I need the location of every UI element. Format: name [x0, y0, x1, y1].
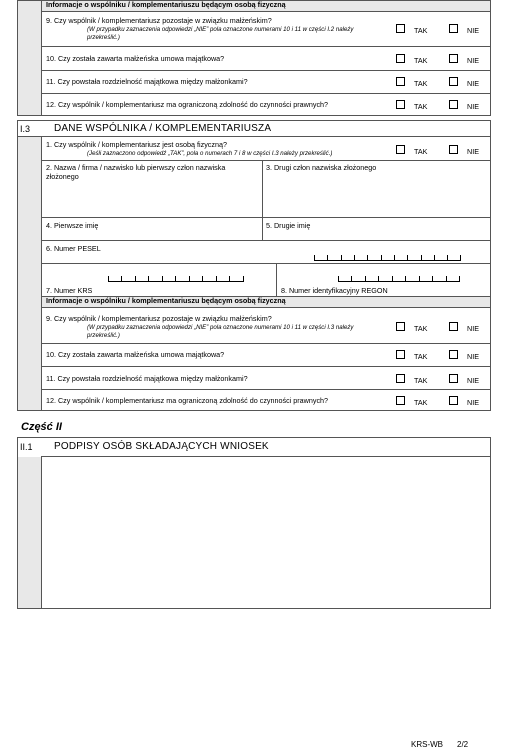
q12-b-no-checkbox[interactable]	[449, 396, 458, 405]
i3-field3-input[interactable]	[263, 173, 489, 216]
q9-b-no-label: NIE	[467, 324, 479, 333]
i3-field3-label: 3. Drugi człon nazwiska złożonego	[266, 163, 377, 172]
i3-field7-label: 7. Numer KRS	[46, 286, 93, 295]
block-b-header: Informacje o wspólniku / komplementariuszu będącym osobą fizyczną	[46, 296, 286, 305]
q11-a-no-checkbox[interactable]	[449, 77, 458, 86]
i3-q1: 1. Czy wspólnik / komplementariusz jest osobą fizyczną?	[46, 140, 227, 149]
i3-q1-no-label: NIE	[467, 147, 479, 156]
i3-field2-input[interactable]	[42, 182, 261, 216]
footer-form-code: KRS-WB	[411, 740, 443, 749]
left-margin-column-b	[17, 136, 41, 410]
q9-b-yes-checkbox[interactable]	[396, 322, 405, 331]
block-a-q9-note-2: przekreślić.)	[87, 34, 120, 41]
q12-b-no-label: NIE	[467, 398, 479, 407]
q9-b-yes-label: TAK	[414, 324, 428, 333]
section-ii1-title: PODPISY OSÓB SKŁADAJĄCYCH WNIOSEK	[54, 441, 269, 452]
block-a-q10: 10. Czy została zawarta małżeńska umowa majątkowa?	[46, 54, 225, 63]
block-a-q11: 11. Czy powstała rozdzielność majątkowa między małżonkami?	[46, 77, 248, 86]
q11-b-yes-checkbox[interactable]	[396, 374, 405, 383]
i3-field2-label-line1: 2. Nazwa / firma / nazwisko lub pierwszy człon nazwiska	[46, 163, 226, 172]
q12-a-no-label: NIE	[467, 102, 479, 111]
q12-b-yes-label: TAK	[414, 398, 428, 407]
block-a-q9: 9. Czy wspólnik / komplementariusz pozostaje w związku małżeńskim?	[46, 16, 272, 25]
q10-b-no-label: NIE	[467, 352, 479, 361]
section-i3-number: I.3	[20, 124, 31, 134]
q10-a-yes-label: TAK	[414, 56, 428, 65]
block-a-header: Informacje o wspólniku / komplementariuszu będącym osobą fizyczną	[46, 0, 286, 9]
i3-q1-note: (Jeśli zaznaczono odpowiedź „TAK”, pola o numerach 7 i 8 w części I.3 należy przekreślić.)	[87, 150, 333, 157]
q10-b-yes-checkbox[interactable]	[396, 350, 405, 359]
q12-a-yes-label: TAK	[414, 102, 428, 111]
block-b-q9-note-1: (W przypadku zaznaczenia odpowiedzi „NIE” pola oznaczone numerami 10 i 11 w części I.3 należy	[87, 324, 354, 331]
q9-a-no-checkbox[interactable]	[449, 24, 458, 33]
q10-a-no-label: NIE	[467, 56, 479, 65]
q11-b-yes-label: TAK	[414, 376, 428, 385]
section-ii1-number: II.1	[20, 442, 33, 452]
block-a-q12: 12. Czy wspólnik / komplementariusz ma ograniczoną zdolność do czynności prawnych?	[46, 100, 329, 109]
q11-a-yes-checkbox[interactable]	[396, 77, 405, 86]
q10-b-no-checkbox[interactable]	[449, 350, 458, 359]
q12-a-yes-checkbox[interactable]	[396, 100, 405, 109]
i3-field6-label: 6. Numer PESEL	[46, 244, 101, 253]
signatures-area[interactable]	[42, 457, 490, 607]
q12-a-no-checkbox[interactable]	[449, 100, 458, 109]
i3-field4-label: 4. Pierwsze imię	[46, 221, 99, 230]
q9-b-no-checkbox[interactable]	[449, 322, 458, 331]
regon-input-comb[interactable]	[338, 276, 460, 282]
block-b-q9: 9. Czy wspólnik / komplementariusz pozostaje w związku małżeńskim?	[46, 314, 272, 323]
i3-q1-yes-checkbox[interactable]	[396, 145, 405, 154]
q9-a-yes-label: TAK	[414, 26, 428, 35]
q11-b-no-label: NIE	[467, 376, 479, 385]
footer-page-number: 2/2	[457, 740, 469, 749]
block-a-q9-note-1: (W przypadku zaznaczenia odpowiedzi „NIE” pola oznaczone numerami 10 i 11 w części I.2 należy	[87, 26, 354, 33]
q11-a-no-label: NIE	[467, 79, 479, 88]
section-i3-title: DANE WSPÓLNIKA / KOMPLEMENTARIUSZA	[54, 123, 272, 134]
q10-b-yes-label: TAK	[414, 352, 428, 361]
pesel-input-comb[interactable]	[314, 255, 461, 261]
block-b-q9-note-2: przekreślić.)	[87, 332, 120, 339]
i3-field5-label: 5. Drugie imię	[266, 221, 311, 230]
q11-a-yes-label: TAK	[414, 79, 428, 88]
left-margin-column-c	[18, 457, 41, 608]
i3-field2-label-line2: złożonego	[46, 172, 79, 181]
krs-input-comb[interactable]	[108, 276, 244, 282]
block-b-q11: 11. Czy powstała rozdzielność majątkowa między małżonkami?	[46, 374, 248, 383]
q10-a-no-checkbox[interactable]	[449, 54, 458, 63]
q10-a-yes-checkbox[interactable]	[396, 54, 405, 63]
block-b-q10: 10. Czy została zawarta małżeńska umowa majątkowa?	[46, 350, 225, 359]
i3-field8-label: 8. Numer identyfikacyjny REGON	[281, 286, 388, 295]
q12-b-yes-checkbox[interactable]	[396, 396, 405, 405]
i3-q1-yes-label: TAK	[414, 147, 428, 156]
left-margin-column-a	[17, 0, 41, 115]
block-b-q12: 12. Czy wspólnik / komplementariusz ma ograniczoną zdolność do czynności prawnych?	[46, 396, 329, 405]
i3-q1-no-checkbox[interactable]	[449, 145, 458, 154]
q11-b-no-checkbox[interactable]	[449, 374, 458, 383]
q9-a-no-label: NIE	[467, 26, 479, 35]
q9-a-yes-checkbox[interactable]	[396, 24, 405, 33]
part2-title: Część II	[21, 421, 62, 433]
